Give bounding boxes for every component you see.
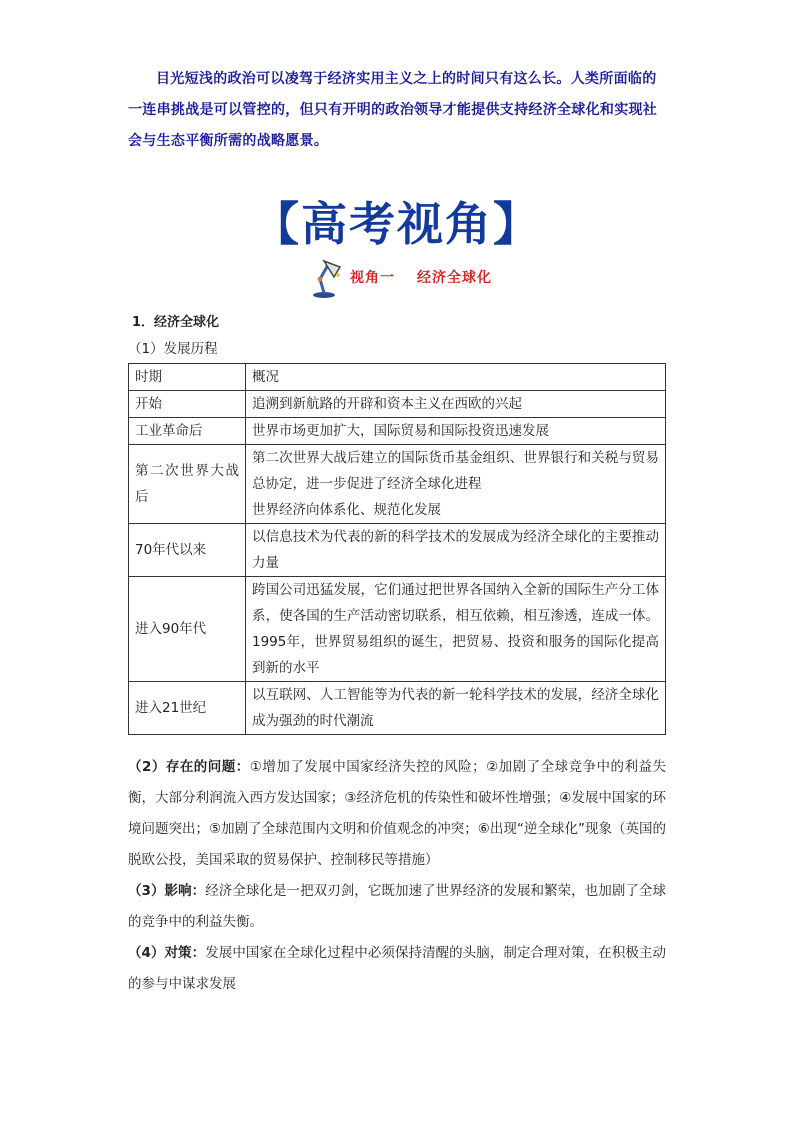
period-cell: 70年代以来: [129, 524, 246, 577]
table-header-cell: 时期: [129, 364, 246, 391]
table-row: [129, 524, 666, 577]
table-header-cell: 概况: [246, 364, 666, 391]
history-table: [128, 363, 666, 735]
problems-paragraph: [128, 752, 666, 876]
subhead-topic: 经济全球化: [417, 270, 492, 286]
period-cell: 进入21世纪: [129, 682, 246, 735]
subhead: [310, 254, 492, 300]
period-cell: 工业革命后: [129, 418, 246, 445]
measures-text: 发展中国家在全球化过程中必须保持清醒的头脑，制定合理对策，在积极主动的参与中谋求发展: [128, 945, 666, 992]
period-cell: 进入90年代: [129, 577, 246, 682]
table-row: [129, 577, 666, 682]
table-row: [129, 418, 666, 445]
subhead-label: 视角一: [350, 270, 395, 286]
overview-cell: 跨国公司迅猛发展，它们通过把世界各国纳入全新的国际生产分工体系，使各国的生产活动密切联系，相互依赖，相互渗透，连成一体。1995年，世界贸易组织的诞生，把贸易、投资和服务的国际化提高到新的水平: [246, 577, 666, 682]
overview-cell: 追溯到新航路的开辟和资本主义在西欧的兴起: [246, 391, 666, 418]
desk-lamp-icon: [310, 255, 346, 299]
table-row: [129, 391, 666, 418]
overview-line: 世界经济向体系化、规范化发展: [252, 502, 441, 518]
table-header-row: [129, 364, 666, 391]
table-row: [129, 682, 666, 735]
impact-label: （3）影响：: [128, 883, 206, 899]
impact-paragraph: [128, 876, 666, 938]
overview-cell: 以互联网、人工智能等为代表的新一轮科学技术的发展，经济全球化成为强劲的时代潮流: [246, 682, 666, 735]
measures-label: （4）对策：: [128, 945, 206, 961]
section-banner: 【高考视角】: [253, 197, 541, 251]
section-title: 1．经济全球化: [132, 315, 220, 330]
overview-line: 第二次世界大战后建立的国际货币基金组织、世界银行和关税与贸易总协定，进一步促进了经济全球化进程: [252, 450, 659, 492]
period-cell: 开始: [129, 391, 246, 418]
overview-cell: 以信息技术为代表的新的科学技术的发展成为经济全球化的主要推动力量: [246, 524, 666, 577]
problems-label: （2）存在的问题：: [128, 759, 250, 775]
overview-cell: 世界市场更加扩大，国际贸易和国际投资迅速发展: [246, 418, 666, 445]
intro-paragraph: 目光短浅的政治可以凌驾于经济实用主义之上的时间只有这么长。人类所面临的一连串挑战是可以管控的，但只有开明的政治领导才能提供支持经济全球化和实现社会与生态平衡所需的战略愿景。: [128, 71, 658, 149]
overview-cell: [246, 445, 666, 524]
period-cell: 第二次世界大战后: [129, 445, 246, 524]
table-row: [129, 445, 666, 524]
subhead-text: [350, 267, 492, 287]
problems-text: ①增加了发展中国家经济失控的风险；②加剧了全球竞争中的利益失衡，大部分利润流入西方发达国家；③经济危机的传染性和破坏性增强；④发展中国家的环境问题突出；⑤加剧了全球范围内文明和价值观念的冲突；⑥出现“逆全球化”现象（英国的脱欧公投，美国采取的贸易保护、控制移民等措施）: [128, 759, 666, 868]
section-subtitle: （1）发展历程: [128, 341, 218, 357]
impact-text: 经济全球化是一把双刃剑，它既加速了世界经济的发展和繁荣，也加剧了全球的竞争中的利益失衡。: [128, 883, 666, 930]
measures-paragraph: [128, 938, 666, 1000]
